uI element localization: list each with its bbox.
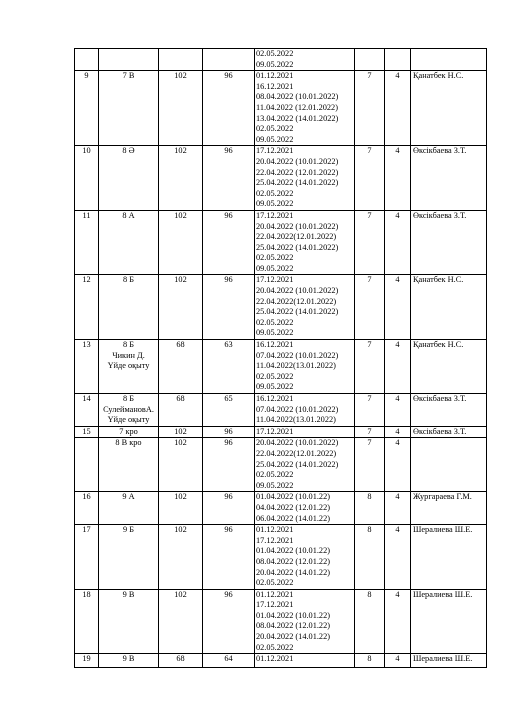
class-cell-line: 8 Ә xyxy=(122,146,135,156)
given-hours-cell: 96 xyxy=(203,438,255,492)
row-number-cell: 15 xyxy=(75,426,99,438)
dates-cell-line: 20.04.2022 (10.01.2022) xyxy=(256,221,339,231)
weekly-hours-cell: 4 xyxy=(385,525,411,590)
class-cell-line: Үйде оқыту xyxy=(107,361,150,371)
planned-hours-cell: 68 xyxy=(159,654,203,668)
planned-hours-cell: 102 xyxy=(159,525,203,590)
given-hours-cell xyxy=(203,49,255,71)
table-row xyxy=(75,49,487,71)
dates-cell-line: 02.05.2022 xyxy=(256,371,294,381)
weekly-hours-cell: 4 xyxy=(385,71,411,146)
class-cell-line: 8 Б xyxy=(123,275,134,285)
class-cell xyxy=(99,210,159,275)
dates-cell-line: 22.04.2022(12.01.2022) xyxy=(256,448,337,458)
weekly-hours-cell: 4 xyxy=(385,426,411,438)
row-number-cell: 9 xyxy=(75,71,99,146)
planned-hours-cell: 68 xyxy=(159,340,203,394)
dates-cell-line: 09.05.2022 xyxy=(256,59,294,69)
grade-cell: 7 xyxy=(355,426,385,438)
dates-cell-line: 08.04.2022 (12.01.22) xyxy=(256,621,330,631)
document-page xyxy=(74,48,486,668)
class-cell-line: 9 В xyxy=(122,654,135,664)
dates-cell-line: 17.12.2021 xyxy=(256,426,294,436)
class-cell-line: 7 В xyxy=(122,71,135,81)
class-cell xyxy=(99,525,159,590)
weekly-hours-cell: 4 xyxy=(385,275,411,340)
teacher-cell: Қанатбек Н.С. xyxy=(411,71,487,146)
class-cell xyxy=(99,438,159,492)
dates-cell-line: 16.12.2021 xyxy=(256,81,294,91)
grade-cell: 8 xyxy=(355,654,385,668)
dates-cell-line: 08.04.2022 (10.01.2022) xyxy=(256,92,339,102)
row-number-cell: 17 xyxy=(75,525,99,590)
dates-cell-line: 08.04.2022 (12.01.22) xyxy=(256,556,330,566)
dates-cell-line: 17.12.2021 xyxy=(256,600,294,610)
teacher-cell: Шералиева Ш.Е. xyxy=(411,654,487,668)
given-hours-cell: 63 xyxy=(203,340,255,394)
dates-cell-line: 16.12.2021 xyxy=(256,340,294,350)
dates-cell-line: 20.04.2022 (14.01.22) xyxy=(256,632,330,642)
table-body xyxy=(75,49,487,668)
dates-cell-line: 09.05.2022 xyxy=(256,382,294,392)
grade-cell xyxy=(355,49,385,71)
dates-cell xyxy=(255,71,355,146)
dates-cell xyxy=(255,492,355,525)
class-cell-line: 9 Б xyxy=(123,525,134,535)
grade-cell: 8 xyxy=(355,525,385,590)
dates-cell-line: 09.05.2022 xyxy=(256,199,294,209)
class-cell-line: 8 А xyxy=(122,210,135,220)
teacher-cell: Өксікбаева З.Т. xyxy=(411,394,487,427)
grade-cell: 7 xyxy=(355,275,385,340)
given-hours-cell: 96 xyxy=(203,426,255,438)
weekly-hours-cell: 4 xyxy=(385,492,411,525)
planned-hours-cell: 102 xyxy=(159,275,203,340)
class-cell-line: СулеймановА. xyxy=(103,404,154,414)
dates-cell-line: 01.04.2022 (10.01.22) xyxy=(256,610,330,620)
given-hours-cell: 96 xyxy=(203,525,255,590)
dates-cell-line: 20.04.2022 (10.01.2022) xyxy=(256,156,339,166)
teacher-cell: Өксікбаева З.Т. xyxy=(411,146,487,211)
dates-cell xyxy=(255,426,355,438)
dates-cell-line: 02.05.2022 xyxy=(256,124,294,134)
teacher-cell xyxy=(411,49,487,71)
planned-hours-cell: 102 xyxy=(159,492,203,525)
class-cell xyxy=(99,146,159,211)
dates-cell-line: 17.12.2021 xyxy=(256,275,294,285)
row-number-cell: 14 xyxy=(75,394,99,427)
grade-cell: 8 xyxy=(355,589,385,654)
teacher-cell: Қанатбек Н.С. xyxy=(411,275,487,340)
class-cell xyxy=(99,426,159,438)
grade-cell: 7 xyxy=(355,210,385,275)
grade-cell: 7 xyxy=(355,71,385,146)
dates-cell-line: 22.04.2022(12.01.2022) xyxy=(256,232,337,242)
given-hours-cell: 96 xyxy=(203,589,255,654)
planned-hours-cell: 102 xyxy=(159,71,203,146)
row-number-cell: 10 xyxy=(75,146,99,211)
teacher-cell xyxy=(411,438,487,492)
dates-cell-line: 16.12.2021 xyxy=(256,394,294,403)
row-number-cell: 12 xyxy=(75,275,99,340)
given-hours-cell: 96 xyxy=(203,210,255,275)
weekly-hours-cell: 4 xyxy=(385,589,411,654)
planned-hours-cell: 102 xyxy=(159,210,203,275)
weekly-hours-cell: 4 xyxy=(385,654,411,668)
dates-cell xyxy=(255,589,355,654)
dates-cell xyxy=(255,525,355,590)
teacher-cell: Өксікбаева З.Т. xyxy=(411,426,487,438)
table-row xyxy=(75,71,487,146)
row-number-cell: 19 xyxy=(75,654,99,668)
class-cell-line: 8 Б xyxy=(123,394,134,403)
dates-cell xyxy=(255,654,355,668)
dates-cell-line: 07.04.2022 (10.01.2022) xyxy=(256,404,339,414)
row-number-cell: 11 xyxy=(75,210,99,275)
dates-cell-line: 17.12.2021 xyxy=(256,146,294,156)
row-number-cell: 13 xyxy=(75,340,99,394)
class-cell-line: 7 кро xyxy=(119,426,138,436)
row-number-cell: 18 xyxy=(75,589,99,654)
given-hours-cell: 96 xyxy=(203,275,255,340)
dates-cell-line: 09.05.2022 xyxy=(256,134,294,144)
dates-cell-line: 11.04.2022(13.01.2022) xyxy=(256,361,336,371)
table-row xyxy=(75,426,487,438)
dates-cell-line: 13.04.2022 (14.01.2022) xyxy=(256,113,339,123)
dates-cell xyxy=(255,49,355,71)
grade-cell: 7 xyxy=(355,340,385,394)
dates-cell xyxy=(255,275,355,340)
grade-cell: 7 xyxy=(355,146,385,211)
planned-hours-cell xyxy=(159,49,203,71)
class-cell xyxy=(99,71,159,146)
weekly-hours-cell: 4 xyxy=(385,394,411,427)
planned-hours-cell: 102 xyxy=(159,426,203,438)
class-cell-line: 9 В xyxy=(122,589,135,599)
dates-cell-line: 01.04.2022 (10.01.22) xyxy=(256,492,330,502)
dates-cell-line: 17.12.2021 xyxy=(256,210,294,220)
table-row xyxy=(75,525,487,590)
class-cell xyxy=(99,394,159,427)
table-row xyxy=(75,654,487,668)
dates-cell-line: 22.04.2022(12.01.2022) xyxy=(256,296,337,306)
planned-hours-cell: 102 xyxy=(159,146,203,211)
dates-cell xyxy=(255,210,355,275)
dates-cell xyxy=(255,340,355,394)
given-hours-cell: 96 xyxy=(203,146,255,211)
dates-cell-line: 22.04.2022 (12.01.2022) xyxy=(256,167,339,177)
dates-cell-line: 09.05.2022 xyxy=(256,328,294,338)
weekly-hours-cell xyxy=(385,49,411,71)
teacher-cell: Жургараева Г.М. xyxy=(411,492,487,525)
class-cell xyxy=(99,49,159,71)
table-row xyxy=(75,394,487,427)
table-row xyxy=(75,210,487,275)
table-row xyxy=(75,438,487,492)
dates-cell-line: 02.05.2022 xyxy=(256,188,294,198)
given-hours-cell: 96 xyxy=(203,71,255,146)
row-number-cell xyxy=(75,438,99,492)
class-cell xyxy=(99,589,159,654)
class-cell-line: 9 А xyxy=(122,492,135,502)
grade-cell: 7 xyxy=(355,438,385,492)
dates-cell-line: 20.04.2022 (10.01.2022) xyxy=(256,286,339,296)
dates-cell-line: 01.12.2021 xyxy=(256,589,294,599)
table-row xyxy=(75,340,487,394)
weekly-hours-cell: 4 xyxy=(385,438,411,492)
given-hours-cell: 65 xyxy=(203,394,255,427)
dates-cell xyxy=(255,146,355,211)
class-cell-line: 8 Б xyxy=(123,340,134,350)
weekly-hours-cell: 4 xyxy=(385,340,411,394)
row-number-cell: 16 xyxy=(75,492,99,525)
dates-cell xyxy=(255,438,355,492)
planned-hours-cell: 68 xyxy=(159,394,203,427)
dates-cell-line: 02.05.2022 xyxy=(256,49,294,58)
dates-cell-line: 09.05.2022 xyxy=(256,263,294,273)
given-hours-cell: 64 xyxy=(203,654,255,668)
dates-cell-line: 01.12.2021 xyxy=(256,654,294,664)
grade-cell: 7 xyxy=(355,394,385,427)
dates-cell-line: 07.04.2022 (10.01.2022) xyxy=(256,350,339,360)
dates-cell-line: 06.04.2022 (14.01.22) xyxy=(256,513,330,523)
table-row xyxy=(75,275,487,340)
row-number-cell xyxy=(75,49,99,71)
dates-cell-line: 02.05.2022 xyxy=(256,317,294,327)
class-cell xyxy=(99,492,159,525)
dates-cell xyxy=(255,394,355,427)
dates-cell-line: 25.04.2022 (14.01.2022) xyxy=(256,178,339,188)
table-row xyxy=(75,589,487,654)
grade-cell: 8 xyxy=(355,492,385,525)
dates-cell-line: 20.04.2022 (14.01.22) xyxy=(256,567,330,577)
class-cell-line: 8 В кро xyxy=(115,438,142,448)
schedule-table xyxy=(74,48,487,668)
table-row xyxy=(75,492,487,525)
dates-cell-line: 02.05.2022 xyxy=(256,642,294,652)
dates-cell-line: 25.04.2022 (14.01.2022) xyxy=(256,459,339,469)
table-row xyxy=(75,146,487,211)
dates-cell-line: 02.05.2022 xyxy=(256,578,294,588)
class-cell xyxy=(99,654,159,668)
dates-cell-line: 17.12.2021 xyxy=(256,535,294,545)
dates-cell-line: 02.05.2022 xyxy=(256,470,294,480)
dates-cell-line: 11.04.2022(13.01.2022) xyxy=(256,415,336,425)
class-cell-line: Чикин Д. xyxy=(112,350,145,360)
dates-cell-line: 02.05.2022 xyxy=(256,253,294,263)
class-cell xyxy=(99,340,159,394)
weekly-hours-cell: 4 xyxy=(385,146,411,211)
teacher-cell: Шералиева Ш.Е. xyxy=(411,589,487,654)
planned-hours-cell: 102 xyxy=(159,438,203,492)
dates-cell-line: 25.04.2022 (14.01.2022) xyxy=(256,242,339,252)
teacher-cell: Шералиева Ш.Е. xyxy=(411,525,487,590)
dates-cell-line: 01.12.2021 xyxy=(256,525,294,535)
teacher-cell: Қанатбек Н.С. xyxy=(411,340,487,394)
dates-cell-line: 09.05.2022 xyxy=(256,480,294,490)
class-cell xyxy=(99,275,159,340)
weekly-hours-cell: 4 xyxy=(385,210,411,275)
dates-cell-line: 20.04.2022 (10.01.2022) xyxy=(256,438,339,448)
dates-cell-line: 01.12.2021 xyxy=(256,71,294,81)
given-hours-cell: 96 xyxy=(203,492,255,525)
dates-cell-line: 04.04.2022 (12.01.22) xyxy=(256,502,330,512)
planned-hours-cell: 102 xyxy=(159,589,203,654)
class-cell-line: Үйде оқыту xyxy=(107,415,150,425)
dates-cell-line: 25.04.2022 (14.01.2022) xyxy=(256,307,339,317)
dates-cell-line: 01.04.2022 (10.01.22) xyxy=(256,546,330,556)
teacher-cell: Өксікбаева З.Т. xyxy=(411,210,487,275)
dates-cell-line: 11.04.2022 (12.01.2022) xyxy=(256,102,338,112)
